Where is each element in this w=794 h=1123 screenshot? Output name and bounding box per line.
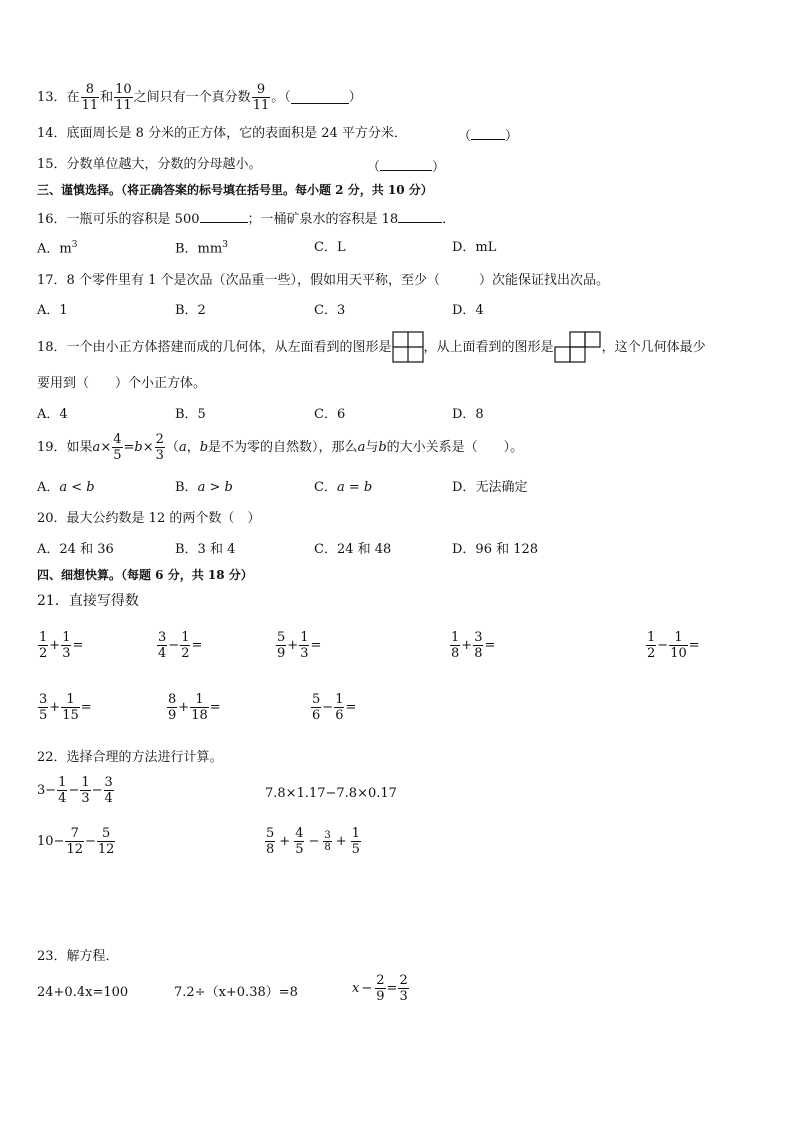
expr-lead: 10− (37, 834, 65, 849)
numerator: 3 (39, 692, 48, 707)
q14-answer (458, 127, 518, 143)
operator: = (345, 700, 357, 715)
denominator: 6 (312, 708, 321, 723)
variable-b: b (378, 440, 387, 455)
operator: = (72, 638, 84, 653)
numerator: 1 (81, 775, 90, 790)
q18-option-d[interactable]: D．8 (452, 407, 484, 422)
question-23: 23．解方程． (37, 949, 119, 964)
q13-text-1: 在 (66, 90, 80, 105)
denominator: 2 (647, 646, 656, 661)
fraction (112, 432, 122, 463)
operator: + (461, 638, 473, 653)
q21-expression (37, 630, 83, 661)
option-expression: a > b (197, 480, 233, 495)
numerator: 2 (155, 432, 164, 447)
denominator: 9 (277, 646, 286, 661)
denominator: 4 (158, 646, 167, 661)
q21-expression (37, 692, 92, 723)
question-16 (37, 210, 455, 226)
q17-option-a[interactable]: A．1 (37, 303, 68, 318)
numerator: 3 (104, 775, 113, 790)
variable-b: b (199, 440, 209, 455)
denominator: 12 (66, 842, 83, 857)
option-label: A．m (37, 241, 72, 257)
q22-expression-1 (37, 775, 115, 806)
fraction (167, 692, 177, 723)
fraction (450, 630, 460, 661)
paren-close: ） (432, 160, 446, 175)
q16-option-c[interactable] (314, 241, 346, 254)
q13-text-5: ） (348, 90, 362, 105)
numerator: 1 (300, 630, 309, 645)
denominator: 11 (115, 98, 132, 113)
denominator: 4 (58, 791, 67, 806)
q19-text-4: 是不为零的自然数），那么 (208, 440, 358, 455)
q16-text-3: ． (442, 212, 456, 227)
denominator: 2 (181, 646, 190, 661)
question-15 (37, 158, 262, 171)
numerator: 8 (168, 692, 177, 707)
operator: − (361, 981, 373, 996)
q21-expression (166, 692, 221, 723)
q19-option-a[interactable] (37, 481, 95, 494)
numerator: 8 (81, 82, 100, 98)
q21-expression (645, 630, 700, 661)
q18-text-3: ，这个几何体最少 (601, 339, 706, 355)
option-expression: 无法确定 (475, 480, 528, 495)
operator: = (209, 700, 221, 715)
denominator: 6 (335, 708, 344, 723)
operator: + (279, 834, 291, 849)
denominator: 11 (81, 98, 99, 113)
q15-answer (367, 158, 445, 174)
denominator: 11 (252, 98, 270, 113)
superscript: 3 (222, 240, 228, 250)
q18-option-a[interactable]: A．4 (37, 407, 68, 422)
numerator: 4 (113, 432, 122, 447)
q18-option-c[interactable]: C．6 (314, 407, 346, 422)
numerator: 5 (312, 692, 321, 707)
denominator: 8 (324, 842, 331, 853)
q22-expression-3 (37, 826, 116, 857)
option-prefix: A． (37, 480, 60, 495)
operator: + (49, 700, 61, 715)
q17-option-b[interactable]: B．2 (175, 303, 206, 318)
q19-text-3: ， (186, 440, 200, 455)
denominator: 12 (97, 842, 115, 857)
answer-blank[interactable] (200, 210, 248, 223)
top-view-grid-icon (554, 331, 602, 363)
operator: = (310, 638, 322, 653)
times-sign: × (100, 440, 112, 455)
q20-option-b[interactable]: B．3 和 4 (175, 542, 236, 557)
denominator: 8 (266, 842, 275, 857)
variable-a: a (357, 440, 366, 455)
numerator: 1 (190, 692, 209, 708)
paren-open: （ (367, 160, 381, 175)
answer-blank[interactable] (291, 91, 349, 104)
operator: − (84, 834, 96, 849)
fraction (57, 775, 67, 806)
question-20: 20．最大公约数是 12 的两个数（ ） (37, 511, 261, 526)
denominator: 9 (168, 708, 177, 723)
numerator: 1 (39, 630, 48, 645)
operator: = (484, 638, 496, 653)
section-3-heading: 三、谨慎选择。（将正确答案的标号填在括号里。每小题 2 分，共 10 分） (37, 183, 433, 197)
numerator: 9 (252, 82, 271, 98)
q15-text: 15．分数单位越大，分数的分母越小。 (37, 157, 262, 172)
q19-text-1: 19．如果 (37, 440, 93, 455)
q18-text-2: ，从上面看到的图形是 (423, 339, 554, 355)
q19-option-c[interactable] (314, 481, 372, 494)
fraction (323, 830, 331, 853)
option-expression: a < b (59, 480, 95, 495)
question-17: 17．8 个零件里有 1 个是次品（次品重一些），假如用天平称，至少（ ）次能保证找出次品。 (37, 273, 609, 288)
fraction (114, 82, 133, 113)
variable-a: a (178, 440, 187, 455)
variable-a: a (92, 440, 101, 455)
answer-blank[interactable] (471, 127, 505, 140)
option-expression: a = b (336, 480, 373, 495)
expr-lead: 3− (37, 783, 57, 798)
fraction (311, 692, 321, 723)
fraction (81, 82, 100, 113)
denominator: 15 (62, 708, 79, 723)
q16-option-d[interactable] (452, 241, 496, 254)
fraction (398, 973, 408, 1004)
option-prefix: D． (452, 480, 476, 495)
denominator: 5 (351, 842, 360, 857)
numerator: 1 (62, 630, 71, 645)
q17-option-d[interactable]: D．4 (452, 303, 484, 318)
q21-expression (156, 630, 202, 661)
q16-option-a[interactable] (37, 241, 77, 255)
q13-text-2: 和 (100, 90, 114, 105)
fraction (65, 826, 84, 857)
fraction (61, 630, 71, 661)
operator: − (91, 783, 103, 798)
denominator: 18 (191, 708, 208, 723)
option-label: C．L (314, 240, 346, 255)
fraction (334, 692, 344, 723)
q16-option-b[interactable] (175, 241, 228, 255)
operator: − (657, 638, 669, 653)
denominator: 3 (399, 989, 408, 1004)
numerator: 3 (474, 630, 483, 645)
q23-equation-1: 24+0.4x=100 (37, 985, 129, 1000)
numerator: 4 (295, 826, 304, 841)
q19-option-d[interactable] (452, 481, 527, 494)
numerator: 1 (351, 826, 360, 841)
fraction (646, 630, 656, 661)
denominator: 2 (39, 646, 48, 661)
numerator: 7 (65, 826, 84, 842)
option-label: B．mm (175, 241, 223, 257)
numerator: 3 (324, 830, 331, 841)
denominator: 5 (295, 842, 304, 857)
denominator: 3 (62, 646, 71, 661)
operator: − (168, 638, 180, 653)
denominator: 3 (155, 448, 164, 463)
q18-option-b[interactable]: B．5 (175, 407, 206, 422)
question-13 (37, 82, 362, 113)
numerator: 10 (115, 82, 132, 97)
operator: − (322, 700, 334, 715)
q18-line-2: 要用到（ ）个小正方体。 (37, 376, 207, 391)
q17-option-c[interactable]: C．3 (314, 303, 346, 318)
option-label: D．mL (452, 240, 497, 255)
fraction (157, 630, 167, 661)
operator: = (688, 638, 700, 653)
question-number: 13． (37, 90, 67, 105)
operator: + (178, 700, 190, 715)
numerator: 1 (451, 630, 460, 645)
q23-equation-3 (352, 973, 410, 1004)
denominator: 8 (474, 646, 483, 661)
q19-text-5: 与 (365, 440, 379, 455)
numerator: 2 (376, 973, 385, 988)
operator: = (191, 638, 203, 653)
answer-blank[interactable] (380, 158, 432, 171)
option-prefix: C． (314, 480, 337, 495)
operator: + (287, 638, 299, 653)
numerator: 3 (158, 630, 167, 645)
numerator: 1 (58, 775, 67, 790)
fraction (155, 432, 165, 463)
q19-option-b[interactable] (175, 481, 233, 494)
fraction (375, 973, 385, 1004)
section-4-heading: 四、细想快算。（每题 6 分，共 18 分） (37, 568, 253, 582)
numerator: 5 (97, 826, 116, 842)
equals-sign: = (386, 981, 398, 996)
fraction (61, 692, 80, 723)
fraction (276, 630, 286, 661)
q20-option-a[interactable]: A．24 和 36 (37, 542, 114, 557)
fraction (180, 630, 190, 661)
numerator: 1 (669, 630, 688, 646)
fraction (669, 630, 688, 661)
denominator: 8 (451, 646, 460, 661)
variable-x: x (352, 981, 360, 996)
q20-option-c[interactable]: C．24 和 48 (314, 542, 392, 557)
superscript: 3 (71, 240, 78, 250)
denominator: 9 (376, 989, 385, 1004)
q16-text-2: ；一桶矿泉水的容积是 18 (247, 212, 399, 227)
q22-expression-2: 7.8×1.17−7.8×0.17 (265, 786, 397, 801)
question-21: 21．直接写得数 (37, 593, 139, 609)
q21-expression (275, 630, 321, 661)
answer-blank[interactable] (398, 210, 442, 223)
numerator: 1 (181, 630, 190, 645)
q20-option-d[interactable]: D．96 和 128 (452, 542, 539, 557)
fraction (299, 630, 309, 661)
fraction (252, 82, 271, 113)
fraction (190, 692, 209, 723)
question-19 (37, 432, 523, 463)
left-view-grid-icon (392, 331, 424, 363)
option-prefix: B． (175, 480, 198, 495)
fraction (294, 826, 304, 857)
fraction (38, 692, 48, 723)
numerator: 1 (61, 692, 80, 708)
q19-text-6: 的大小关系是（ ）。 (386, 440, 524, 455)
operator: − (68, 783, 80, 798)
numerator: 2 (399, 973, 408, 988)
denominator: 4 (104, 791, 113, 806)
q16-text-1: 16．一瓶可乐的容积是 500 (37, 212, 200, 227)
fraction (38, 630, 48, 661)
fraction (265, 826, 275, 857)
operator: + (335, 834, 347, 849)
fraction (104, 775, 114, 806)
numerator: 1 (647, 630, 656, 645)
operator: + (49, 638, 61, 653)
q21-expression (310, 692, 356, 723)
q22-expression-4 (264, 826, 362, 857)
numerator: 5 (277, 630, 286, 645)
numerator: 5 (266, 826, 275, 841)
fraction (473, 630, 483, 661)
denominator: 5 (39, 708, 48, 723)
fraction (97, 826, 116, 857)
q18-text-1: 18．一个由小正方体搭建而成的几何体，从左面看到的图形是 (37, 339, 392, 355)
denominator: 3 (81, 791, 90, 806)
fraction (351, 826, 361, 857)
operator: − (308, 834, 320, 849)
fraction (80, 775, 90, 806)
paren-open: （ (458, 129, 472, 144)
numerator: 1 (335, 692, 344, 707)
operator: = (80, 700, 92, 715)
times-sign: × (142, 440, 154, 455)
denominator: 5 (113, 448, 122, 463)
variable-b: b (134, 440, 143, 455)
q13-text-3: 之间只有一个真分数 (133, 90, 251, 105)
denominator: 10 (670, 646, 687, 661)
q13-text-4: 。（ (271, 90, 291, 105)
q19-text-2: （ (165, 440, 179, 455)
question-18 (37, 331, 706, 363)
question-14 (37, 127, 407, 140)
q23-equation-2: 7.2÷（x+0.38）=8 (174, 985, 298, 1000)
equals-sign: = (123, 440, 135, 455)
q14-text: 14．底面周长是 8 分米的正方体，它的表面积是 24 平方分米． (37, 126, 407, 141)
q21-expression (449, 630, 495, 661)
paren-close: ） (505, 129, 519, 144)
question-22: 22．选择合理的方法进行计算。 (37, 750, 223, 765)
denominator: 3 (300, 646, 309, 661)
